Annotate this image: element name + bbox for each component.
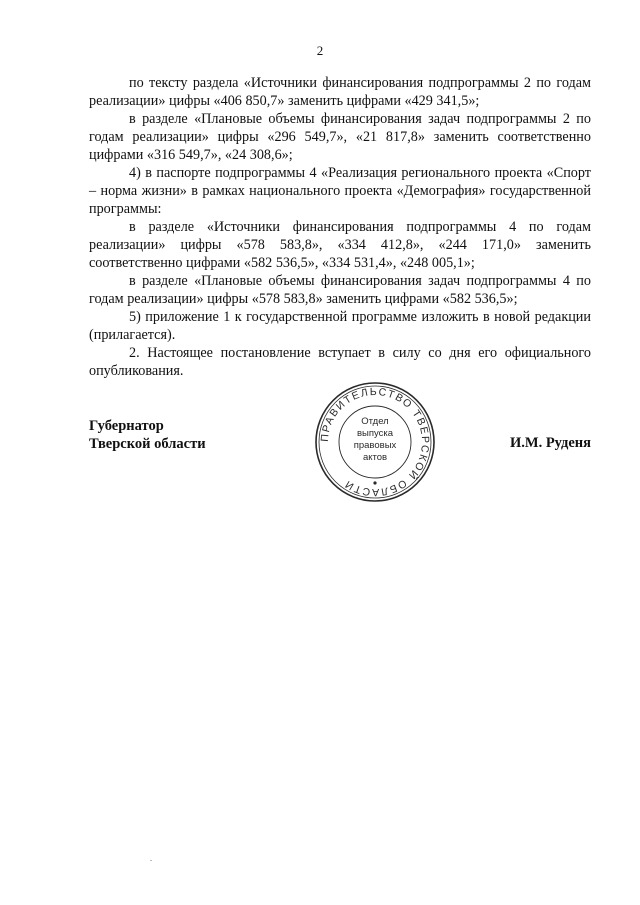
stamp-inner-line-1: Отдел: [361, 416, 389, 427]
position-line-2: Тверской области: [89, 436, 206, 452]
official-stamp: [313, 380, 437, 504]
paragraph-1: по тексту раздела «Источники финансирования подпрограммы 2 по годам реализации» цифры «406 850,7» заменить цифрами «429 341,5»;: [89, 75, 591, 109]
page-number: 2: [316, 43, 324, 58]
paragraph-5: в разделе «Плановые объемы финансирования задач подпрограммы 4 по годам реализации» цифры «578 583,8» заменить цифрами «582 536,5»;: [89, 273, 591, 307]
stamp-inner-line-4: актов: [362, 452, 388, 463]
stamp-star-mark: [373, 481, 376, 484]
stamp-inner-line-2: выпуска: [356, 428, 394, 439]
scan-artifact: [150, 860, 152, 861]
document-body: [89, 74, 591, 380]
stamp-ring-text: ПРАВИТЕЛЬСТВО ТВЕРСКОЙ ОБЛАСТИ: [318, 385, 432, 499]
stamp-inner-line-3: правовых: [353, 440, 397, 451]
paragraph-7: 2. Настоящее постановление вступает в силу со дня его официального опубликования.: [89, 345, 591, 379]
paragraph-3: 4) в паспорте подпрограммы 4 «Реализация регионального проекта «Спорт – норма жизни» в рамках национального проекта «Демография» государственной программы:: [89, 165, 591, 217]
signatory-position: [89, 417, 206, 453]
paragraph-6: 5) приложение 1 к государственной программе изложить в новой редакции (прилагается).: [89, 309, 591, 343]
position-line-1: Губернатор: [89, 418, 164, 434]
paragraph-2: в разделе «Плановые объемы финансирования задач подпрограммы 2 по годам реализации» цифры «296 549,7», «21 817,8» заменить соответственно цифрами «316 549,7», «24 308,6»;: [89, 111, 591, 163]
signatory-name: И.М. Руденя: [509, 435, 591, 451]
paragraph-4: в разделе «Источники финансирования подпрограммы 4 по годам реализации» цифры «578 583,8», «334 412,8», «244 171,0» заменить соответственно цифрами «582 536,5», «334 531,4», «248 005,1»;: [89, 219, 591, 271]
